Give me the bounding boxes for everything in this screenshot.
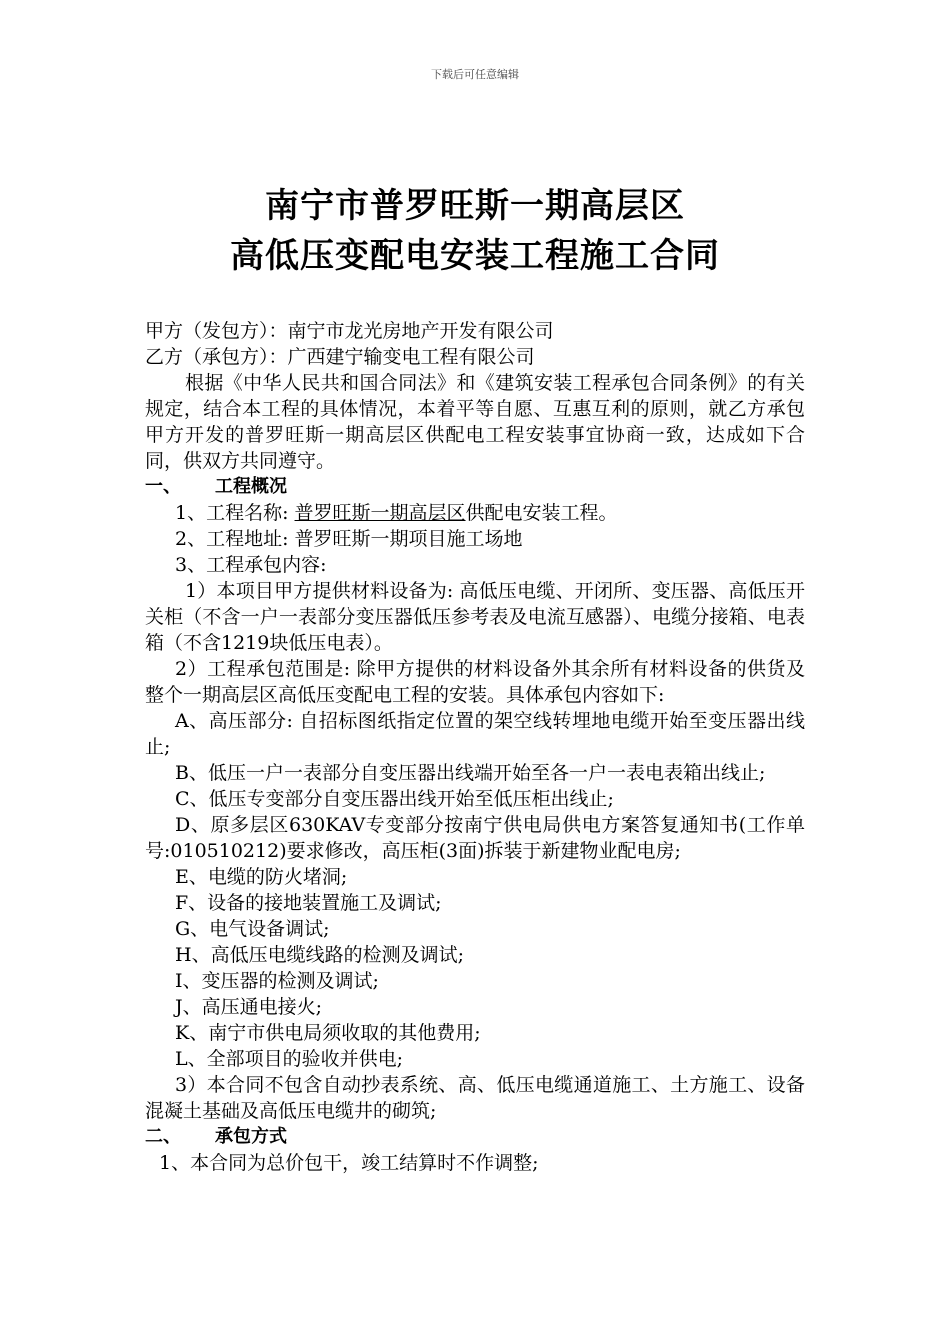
scope-a: A、高压部分: 自招标图纸指定位置的架空线转埋地电缆开始至变压器出线止; xyxy=(145,710,805,758)
scope-l: L、全部项目的验收并供电; xyxy=(175,1048,404,1070)
section-2-title: 承包方式 xyxy=(215,1126,287,1147)
scope-b: B、低压一户一表部分自变压器出线端开始至各一户一表电表箱出线止; xyxy=(175,762,766,784)
contract-title-line2: 高低压变配电安装工程施工合同 xyxy=(230,236,720,276)
scope-g: G、电气设备调试; xyxy=(175,918,330,940)
intro-paragraph: 根据《中华人民共和国合同法》和《建筑安装工程承包合同条例》的有关规定，结合本工程的具体情况，本着平等自愿、互惠互利的原则，就乙方承包甲方开发的普罗旺斯一期高层区供配电工程安装事宜协商一致，达成如下合同，供双方共同遵守。 xyxy=(145,372,805,472)
section-1-heading xyxy=(145,474,805,500)
section-1-title: 工程概况 xyxy=(215,476,287,497)
party-b: 乙方（承包方）：广西建宁输变电工程有限公司 xyxy=(145,346,535,368)
mode-item-1: 1、本合同为总价包干，竣工结算时不作调整; xyxy=(159,1152,539,1174)
scope-d: D、原多层区630KAV专变部分按南宁供电局供电方案答复通知书(工作单号:010510212)要求修改，高压柜(3面)拆装于新建物业配电房; xyxy=(145,814,805,862)
scope-j: J、高压通电接火; xyxy=(175,996,323,1018)
item-3: 3、工程承包内容: xyxy=(175,554,327,576)
sub-item-2: 2）工程承包范围是: 除甲方提供的材料设备外其余所有材料设备的供货及整个一期高层区高低压变配电工程的安装。具体承包内容如下: xyxy=(145,658,805,706)
contract-body xyxy=(145,318,805,1176)
page-header: 下载后可任意编辑 xyxy=(431,68,519,81)
item-1-prefix: 1、工程名称: xyxy=(175,502,295,524)
item-2: 2、工程地址: 普罗旺斯一期项目施工场地 xyxy=(175,528,523,550)
section-1-number: 一、 xyxy=(145,476,181,497)
section-2-heading xyxy=(145,1124,805,1150)
party-a: 甲方（发包方）：南宁市龙光房地产开发有限公司 xyxy=(145,320,554,342)
sub-item-3: 3）本合同不包含自动抄表系统、高、低压电缆通道施工、土方施工、设备混凝土基础及高低压电缆井的砌筑; xyxy=(145,1074,805,1122)
item-1-underlined: 普罗旺斯一期高层区 xyxy=(294,502,466,524)
item-1-suffix: 供配电安装工程。 xyxy=(465,502,618,524)
section-2-number: 二、 xyxy=(145,1126,181,1147)
scope-i: I、变压器的检测及调试; xyxy=(175,970,379,992)
sub-item-1: 1）本项目甲方提供材料设备为: 高低压电缆、开闭所、变压器、高低压开关柜（不含一户一表部分变压器低压参考表及电流互感器）、电缆分接箱、电表箱（不含1219块低压电表）。 xyxy=(145,580,805,654)
scope-c: C、低压专变部分自变压器出线开始至低压柜出线止; xyxy=(175,788,614,810)
contract-title-line1: 南宁市普罗旺斯一期高层区 xyxy=(265,186,685,226)
scope-f: F、设备的接地装置施工及调试; xyxy=(175,892,442,914)
item-1 xyxy=(145,500,805,526)
scope-k: K、南宁市供电局须收取的其他费用; xyxy=(175,1022,481,1044)
scope-h: H、高低压电缆线路的检测及调试; xyxy=(175,944,464,966)
scope-e: E、电缆的防火堵洞; xyxy=(175,866,348,888)
